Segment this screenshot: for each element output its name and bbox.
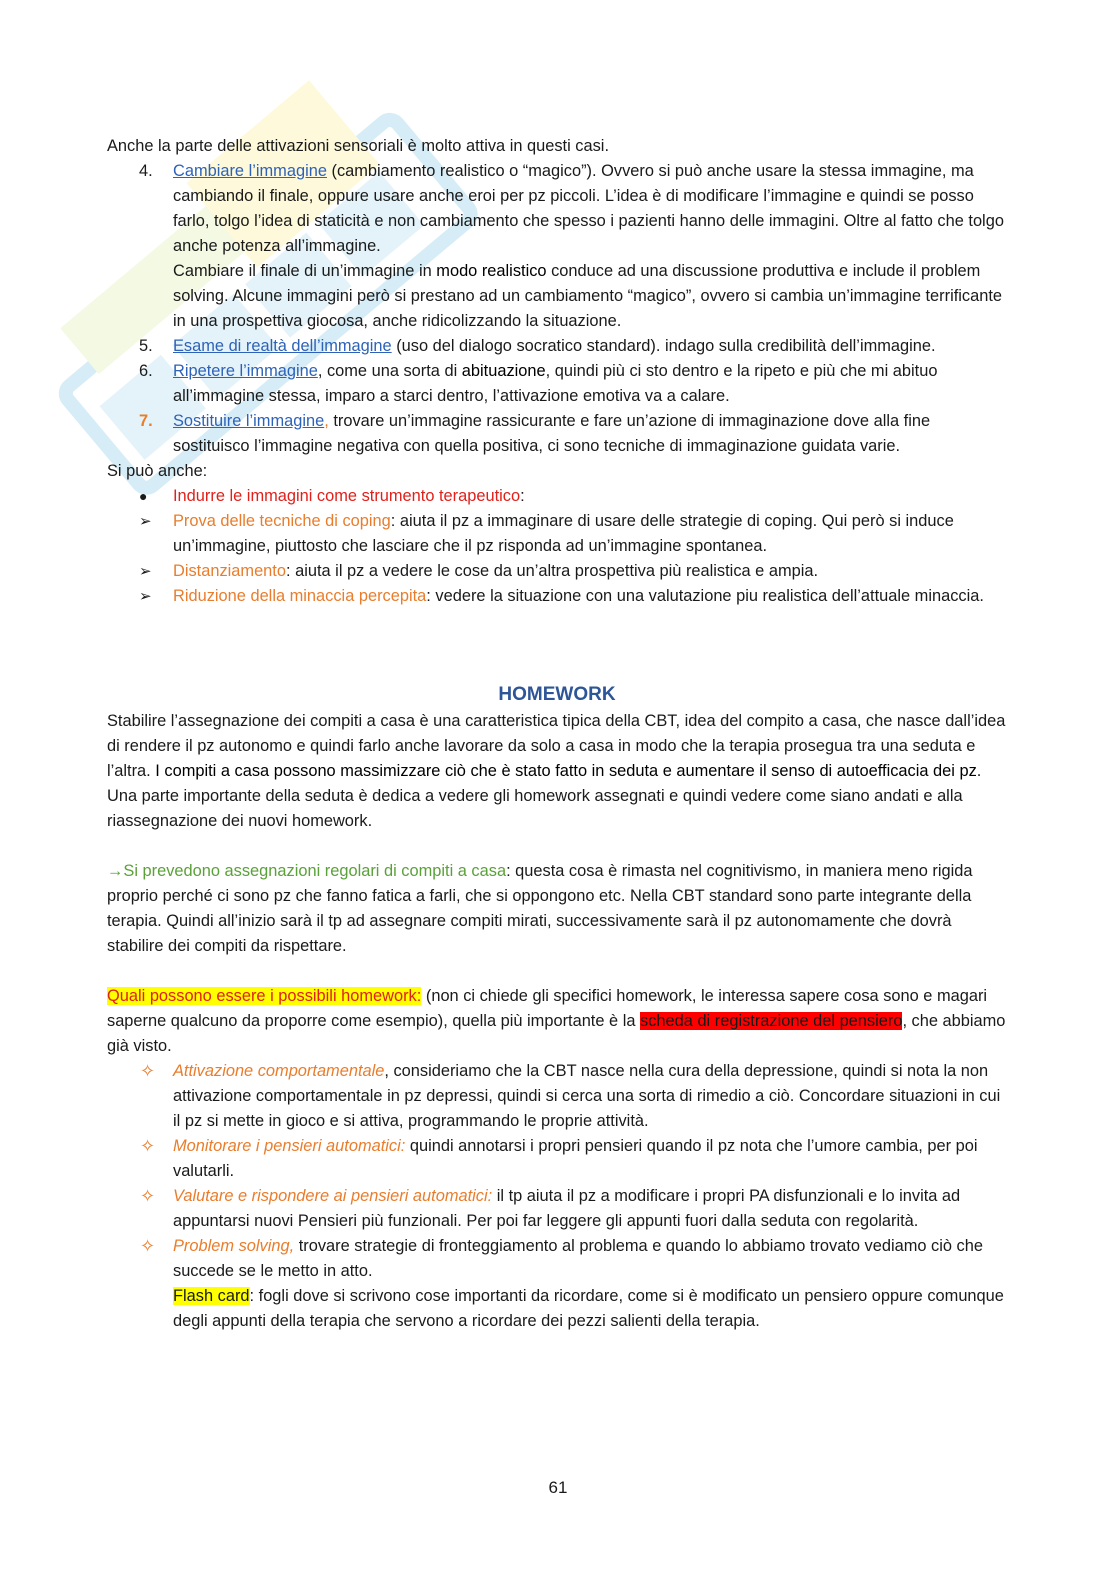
star-item-2 [107,1134,1007,1184]
item-5-text: (uso del dialogo socratico standard). indago sulla credibilità dell’immagine. [391,337,936,355]
four-point-star-icon: ✧ [140,1186,156,1206]
bullet-title: Indurre le immagini come strumento terapeutico [173,487,521,505]
item-6-text-a: , come una sorta di [317,362,462,380]
bullet-colon: : [520,487,525,505]
star-item-2-title: Monitorare i pensieri automatici: [173,1137,406,1155]
item-4-text-2b: conduce ad una discussione produttiva e include il problem solving. Alcune immagini però si prestano ad un cambiamento “magico”, ovvero si cambia un’immagine terrificante in una prospettiva giocosa, anche ridicolizzando la situazione. [173,262,1003,330]
bullet-paragraph [173,484,1007,509]
paragraph-spacer [107,959,1007,984]
bullet-dot-icon: ● [139,488,148,504]
item-4-paragraph-2 [173,259,1007,334]
item-5-paragraph [173,334,1007,359]
item-number: 6. [139,362,153,380]
si-puo-paragraph: Si può anche: [107,462,208,480]
homework-p3-text-b: , che abbiamo già visto. [107,1012,1006,1055]
homework-p2-green: Si prevedono assegnazioni regolari di compiti a casa [123,862,507,880]
star-item-4-text: trovare strategie di fronteggiamento al problema e quando lo abbiamo trovato vediamo ciò che succede se le metto in atto. [173,1237,983,1280]
star-item-1-title: Attivazione comportamentale [173,1062,385,1080]
four-point-star-icon: ✧ [140,1236,156,1256]
arrow-bullet-icon: ➢ [139,513,152,530]
four-point-star-icon: ✧ [140,1061,156,1081]
item-number: 5. [139,337,153,355]
section-spacer [107,609,1007,680]
numbered-item-5 [107,334,1007,359]
homework-paragraph-2 [107,859,1007,959]
arrow-item-3-paragraph [173,584,1007,609]
arrow-item-1 [107,509,1007,559]
arrow-item-2-text: : aiuta il pz a vedere le cose da un’altra prospettiva più realistica e ampia. [285,562,819,580]
arrow-item-3-title: Riduzione della minaccia percepita [173,587,427,605]
star-item-1 [107,1059,1007,1134]
star-item-3-title: Valutare e rispondere ai pensieri automatici: [173,1187,493,1205]
star-item-3-paragraph [173,1184,1007,1234]
item-6-paragraph [173,359,1007,409]
item-4-title: Cambiare l’immagine [173,162,327,180]
intro-paragraph: Anche la parte delle attivazioni sensoriali è molto attiva in questi casi. [107,137,610,155]
arrow-item-1-paragraph [173,509,1007,559]
homework-paragraph-3 [107,984,1007,1059]
star-item-2-text: quindi annotarsi i propri pensieri quando il pz nota che l’umore cambia, per poi valutarli. [173,1137,978,1180]
item-4-text: (cambiamento realistico o “magico”). Ovvero si può anche usare la stessa immagine, ma cambiando il finale, oppure usare anche eroi per pz piccoli. L’idea è di modificare l’immagine e quindi se posso farlo, tolgo l’idea di staticità e non cambiamento che spesso i pazienti hanno delle immagini. Oltre al fatto che tolgo anche potenza all’immagine. [173,162,1004,255]
homework-p3-text-a: (non ci chiede gli specifici homework, le interessa sapere cosa sono e magari saperne qualcuno da proporre come esempio), quella più importante è la [107,987,988,1030]
star-item-1-text: , consideriamo che la CBT nasce nella cura della depressione, quindi si nota la non attivazione comportamentale in pz depressi, quindi si cerca una sorta di rimedio a ciò. Concordare situazioni in cui il pz si mette in gioco e si attiva, programmando le proprie attività. [173,1062,1001,1130]
page-number: 61 [548,1478,568,1497]
homework-p1-text-a: Stabilire l’assegnazione dei compiti a casa è una caratteristica tipica della CBT, idea del compito a casa, che nasce dall’idea di rendere il pz autonomo e quindi farlo anche lavorare da solo a casa in modo che la terapia prosegua tra una seduta e l’altra. [107,712,1006,780]
arrow-item-2 [107,559,1007,584]
flash-card-title: Flash card [173,1287,250,1305]
homework-p3-highlight: Quali possono essere i possibili homework [107,987,417,1005]
item-7-title: Sostituire l’immagine [173,412,325,430]
item-7-text: trovare un’immagine rassicurante e fare un’azione di immaginazione dove alla fine sostituisco l’immagine negativa con quella positiva, ci sono tecniche di immaginazione guidata varie. [173,412,931,455]
star-item-2-paragraph [173,1134,1007,1184]
arrow-item-2-title: Distanziamento [173,562,286,580]
arrow-bullet-icon: ➢ [139,588,152,605]
star-item-4 [107,1234,1007,1334]
homework-p3-highlight-red: scheda di registrazione del pensiero [640,1012,903,1030]
homework-p1-bold: I compiti a casa possono massimizzare ciò che è stato fatto in seduta e aumentare il senso di autoefficacia dei pz [155,762,977,780]
homework-p3-colon: : [416,987,422,1005]
arrow-item-1-text: : aiuta il pz a immaginare di usare delle strategie di coping. Qui però si induce un’immagine, piuttosto che lasciare che il pz risponda ad un’immagine spontanea. [173,512,954,555]
flash-card-text: : fogli dove si scrivono cose importanti da ricordare, come si è modificato un pensiero oppure comunque degli appunti della terapia che servono a ricordare dei pezzi salienti della terapia. [173,1287,1004,1330]
homework-heading: HOMEWORK [498,684,616,705]
arrow-bullet-icon: ➢ [139,563,152,580]
star-item-3 [107,1184,1007,1234]
item-number: 4. [139,162,153,180]
arrow-item-3-text: : vedere la situazione con una valutazione piu realistica dell’attuale minaccia. [426,587,984,605]
numbered-item-4 [107,159,1007,334]
star-item-4-title: Problem solving, [173,1237,295,1255]
item-4-bold: modo realistico [436,262,547,280]
star-item-3-text: il tp aiuta il pz a modificare i propri PA disfunzionali e lo invita ad appuntarsi nuovi Pensieri più funzionali. Per poi far leggere gli appunti fuori dalla seduta con regolarità. [173,1187,961,1230]
homework-paragraph-1 [107,709,1007,834]
homework-p1-text-b: . Una parte importante della seduta è dedica a vedere gli homework assegnati e quindi vedere come siano andati e alla riassegnazione dei nuovi homework. [107,762,982,830]
bullet-item [107,484,1007,509]
item-7-paragraph [173,409,1007,459]
item-6-title: Ripetere l’immagine [173,362,318,380]
arrow-item-2-paragraph [173,559,1007,584]
item-number: 7. [139,412,153,430]
item-6-text-b: , quindi più ci sto dentro e la ripeto e più che mi abituo all’immagine stessa, imparo a starci dentro, l’attivazione emotiva va a calare. [173,362,938,405]
item-4-paragraph [173,159,1007,259]
flash-card-paragraph [173,1284,1007,1334]
arrow-right-icon: → [107,862,124,880]
item-6-bold: abituazione [461,362,546,380]
star-item-4-paragraph [173,1234,1007,1284]
star-item-1-paragraph [173,1059,1007,1134]
item-4-text-2a: Cambiare il finale di un’immagine in [173,262,437,280]
homework-p2-text: : questa cosa è rimasta nel cognitivismo, in maniera meno rigida proprio perché ci sono pz che fanno fatica a farli, che si oppongono etc. Nella CBT standard sono parte integrante della terapia. Quindi all’inizio sarà il tp ad assegnare compiti mirati, successivamente sarà il pz autonomamente che dovrà stabilire dei compiti da rispettare. [107,862,973,955]
arrow-item-3 [107,584,1007,609]
item-7-comma: , [324,412,329,430]
item-5-title: Esame di realtà dell’immagine [173,337,392,355]
paragraph-spacer [107,834,1007,859]
page-content [107,134,1007,1334]
four-point-star-icon: ✧ [140,1136,156,1156]
numbered-item-7 [107,409,1007,459]
numbered-item-6 [107,359,1007,409]
arrow-item-1-title: Prova delle tecniche di coping [173,512,391,530]
